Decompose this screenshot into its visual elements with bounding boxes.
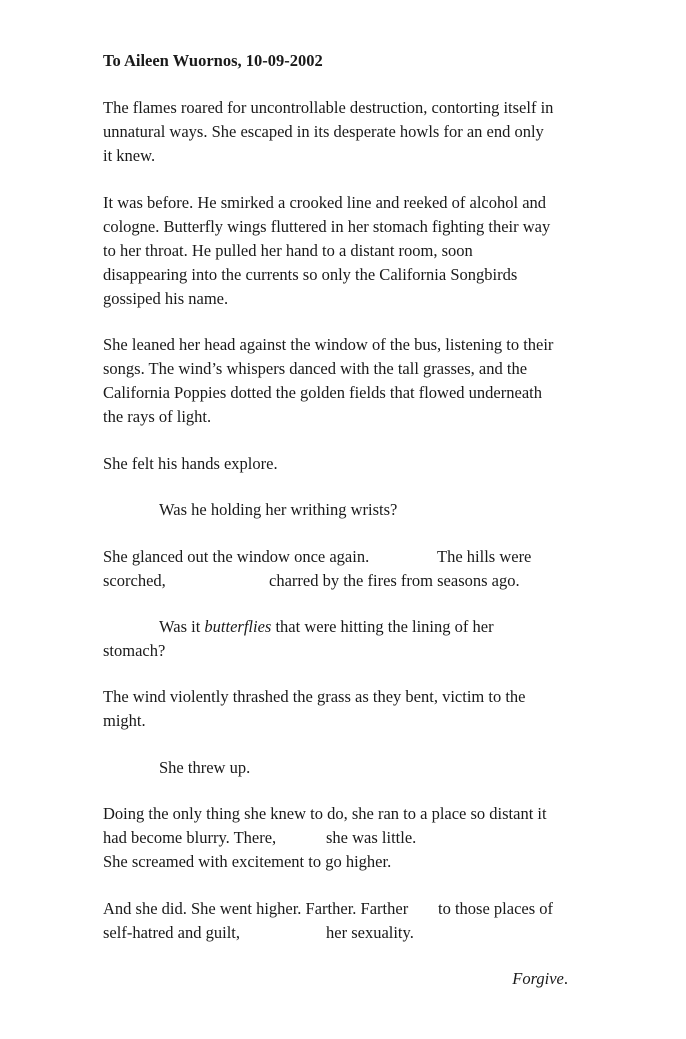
p1-line-2: unnatural ways. She escaped in its desperate howls for an end only <box>103 122 544 141</box>
p6-line-1b: The hills were <box>437 547 532 566</box>
p6-line-1a: She glanced out the window once again. <box>103 547 370 566</box>
p11-line-2a: self-hatred and guilt, <box>103 923 240 942</box>
p2-line-4: disappearing into the currents so only the California Songbirds <box>103 265 518 284</box>
p3-line-3: California Poppies dotted the golden fields that flowed underneath <box>103 383 542 402</box>
p6-line-2b: charred by the fires from seasons ago. <box>269 571 520 590</box>
p3-line-2: songs. The wind’s whispers danced with the tall grasses, and the <box>103 359 528 378</box>
p8-line-2: might. <box>103 711 146 730</box>
poem-title: To Aileen Wuornos, 10-09-2002 <box>103 51 323 70</box>
p3-line-1: She leaned her head against the window of the bus, listening to their <box>103 335 554 354</box>
p6-line-2a: scorched, <box>103 571 166 590</box>
p11-line-2b: her sexuality. <box>326 923 414 942</box>
p7-text-a: Was it <box>159 617 205 636</box>
closing-word: Forgive <box>512 969 564 988</box>
p1-line-1: The flames roared for uncontrollable destruction, contorting itself in <box>103 98 554 117</box>
p7-line-1 <box>159 615 494 639</box>
p2-line-3: to her throat. He pulled her hand to a distant room, soon <box>103 241 473 260</box>
p7-emphasis: butterflies <box>204 617 272 636</box>
p7-text-b: that were hitting the lining of her <box>271 617 494 636</box>
p3-line-4: the rays of light. <box>103 407 212 426</box>
p2-line-5: gossiped his name. <box>103 289 229 308</box>
p5-line: Was he holding her writhing wrists? <box>159 500 398 519</box>
p10-line-2b: she was little. <box>326 828 417 847</box>
p9-line: She threw up. <box>159 758 251 777</box>
p4-line: She felt his hands explore. <box>103 454 278 473</box>
p1-line-3: it knew. <box>103 146 156 165</box>
p8-line-1: The wind violently thrashed the grass as they bent, victim to the <box>103 687 526 706</box>
p2-line-2: cologne. Butterfly wings fluttered in her stomach fighting their way <box>103 217 551 236</box>
p10-line-2a: had become blurry. There, <box>103 828 277 847</box>
closing-line <box>512 967 568 991</box>
p7-line-2: stomach? <box>103 641 166 660</box>
p10-line-3: She screamed with excitement to go higher. <box>103 852 392 871</box>
p10-line-1: Doing the only thing she knew to do, she ran to a place so distant it <box>103 804 547 823</box>
p11-line-1a: And she did. She went higher. Farther. Farther <box>103 899 409 918</box>
closing-punct: . <box>563 969 568 988</box>
p11-line-1b: to those places of <box>438 899 554 918</box>
p2-line-1: It was before. He smirked a crooked line and reeked of alcohol and <box>103 193 547 212</box>
